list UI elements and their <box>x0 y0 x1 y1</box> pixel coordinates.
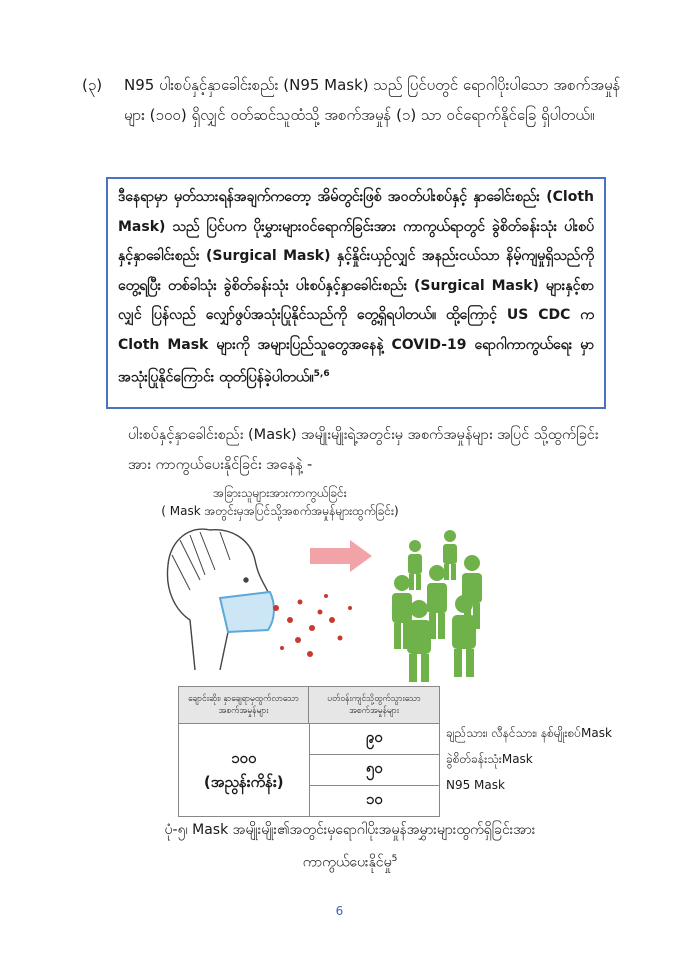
note-box <box>106 177 606 409</box>
mask-icon <box>220 592 274 632</box>
caption-line2: ကာကွယ်ပေးနိုင်မှု <box>302 854 392 871</box>
section-number: (၃) <box>82 76 103 94</box>
people-icon <box>392 530 482 682</box>
left-unit: (အညွန်းကိန်း) <box>203 773 284 791</box>
header-right: ပတ်ဝန်းကျင်သို့ထွက်သွားသော အစက်အမှုန်များ <box>327 694 421 716</box>
left-cell <box>179 724 310 816</box>
figure-title-line1: အခြားသူများအားကာကွယ်ခြင်း <box>213 486 347 500</box>
caption-ref: 5 <box>391 854 398 864</box>
figure-illustration <box>150 520 530 685</box>
label-n95-mask: N95 Mask <box>446 778 505 792</box>
mask-effectiveness-table <box>178 686 440 817</box>
table-value-surgical: ၅၀ <box>310 755 440 786</box>
table-header <box>178 686 440 724</box>
caption-line1: ပုံ-၅၊ Mask အမျိုးမျိုး၏အတွင်းမှရောဂါပိုးအမှုန်အမွှားများထွက်ရှိခြင်းအား <box>164 822 536 838</box>
figure-title <box>140 484 420 520</box>
page-number: 6 <box>335 904 344 918</box>
header-left: ချောင်းဆိုး၊ နှာချေရာမှထွက်လာသော အစက်အမှုန်များ <box>179 687 309 723</box>
note-box-text: ဒီနေရာမှာ မှတ်သားရန်အချက်ကတော့ အိမ်တွင်းဖြစ် အဝတ်ပါးစပ်နှင့် နှာခေါင်းစည်း (Cloth Mask) သည် ပြင်ပက ပိုးမွှားများဝင်ရောက်ခြင်းအား ကာကွယ်ရာတွင် ခွဲစိတ်ခန်းသုံး ပါးစပ်နှင့်နှာခေါင်းစည်း (Surgical Mask) နှင့်နှိုင်းယှဉ်လျှင် အနည်းငယ်သာ နိမ့်ကျမှုရှိသည်ကို တွေ့ရပြီး တစ်ခါသုံး ခွဲစိတ်ခန်းသုံး ပါးစပ်နှင့်နှာခေါင်းစည်း (Surgical Mask) များနှင့်စာလျှင် ပြန်လည် လျှော်ဖွပ်အသုံးပြုနိုင်သည်ကို တွေ့ရှိရပါတယ်။ ထို့ကြောင့် US CDC က Cloth Mask များကို အများပြည်သူတွေအနေနဲ့ COVID-19 ရောဂါကာကွယ်ရေး မှာအသုံးပြုနိုင်ကြောင်း ထုတ်ပြန်ခဲ့ပါတယ်။ <box>118 189 594 386</box>
table-value-cloth: ၉၀ <box>310 724 440 755</box>
figure-title-line2: ( Mask အတွင်းမှအပြင်သို့အစက်အမှုန်များထွက်ခြင်း) <box>161 504 399 518</box>
table-body <box>178 724 440 817</box>
table-value-n95: ၁၀ <box>365 790 383 808</box>
mask-type-labels <box>446 720 612 798</box>
intro-paragraph: ပါးစပ်နှင့်နှာခေါင်းစည်း (Mask) အမျိုးမျိုးရဲ့အတွင်းမှ အစက်အမှုန်များ အပြင် သို့ထွက်ခြင်းအား ကာကွယ်ပေးနိုင်ခြင်း အနေနဲ့ - <box>128 427 599 473</box>
label-surgical-mask: ခွဲစိတ်ခန်းသုံးMask <box>446 752 533 766</box>
note-box-ref: 5,6 <box>313 369 330 379</box>
label-cloth-mask: ချည်သား၊ လီနင်သား၊ နစ်မျိုးစပ်Mask <box>446 726 612 740</box>
arrow-icon <box>310 540 372 572</box>
right-cells <box>310 724 440 816</box>
mask-droplet-illustration <box>150 520 530 685</box>
droplets <box>273 594 352 657</box>
figure-caption <box>130 816 570 878</box>
left-value: ၁၀၀ <box>231 749 257 767</box>
section-3-text: N95 ပါးစပ်နှင့်နှာခေါင်းစည်း (N95 Mask) သည် ပြင်ပတွင် ရောဂါပိုးပါသော အစက်အမှုန်များ (၁၀၀) ရှိလျှင် ဝတ်ဆင်သူထံသို့ အစက်အမှုန် (၁) သာ ဝင်ရောက်နိုင်ခြေ ရှိပါတယ်။ <box>124 76 621 124</box>
